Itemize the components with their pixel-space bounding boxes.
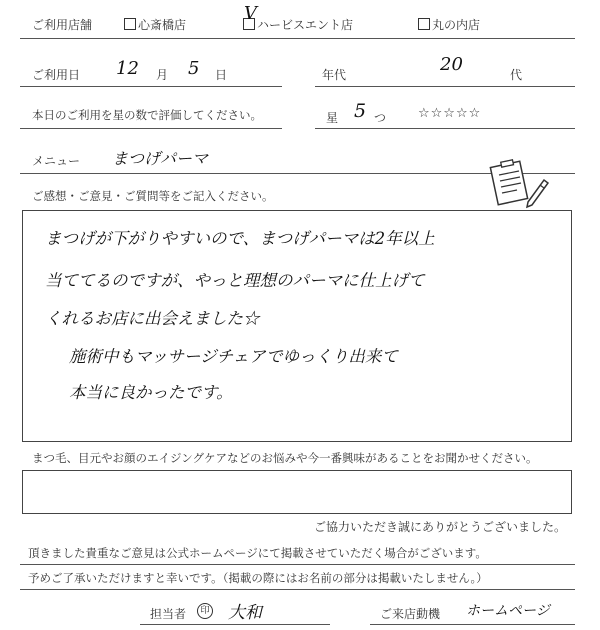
motive-label: ご来店動機 bbox=[380, 607, 441, 621]
notice-line-2: 予めご了承いただけますと幸いです。（掲載の際にはお名前の部分は掲載いたしません。） bbox=[28, 571, 488, 585]
age-label: 年代 bbox=[322, 68, 347, 82]
store-option-shinsaibashi[interactable] bbox=[124, 16, 186, 33]
divider bbox=[20, 38, 575, 39]
store-option-label: ハービスエント店 bbox=[257, 18, 354, 32]
feedback-prompt: ご感想・ご意見・ご質問等をご記入ください。 bbox=[32, 189, 274, 203]
star-label: 星 bbox=[326, 111, 339, 125]
store-option-label: 丸の内店 bbox=[432, 18, 481, 32]
seal-icon: 印 bbox=[197, 603, 213, 619]
divider bbox=[315, 128, 575, 129]
rating-prompt: 本日のご利用を星の数で評価してください。 bbox=[32, 108, 262, 122]
day-value: 5 bbox=[188, 58, 200, 79]
store-option-label: 心斎橋店 bbox=[138, 18, 187, 32]
clipboard-pencil-icon bbox=[488, 158, 550, 210]
star-rating-icons[interactable]: ☆☆☆☆☆ bbox=[418, 106, 482, 121]
menu-label: メニュー bbox=[32, 154, 81, 168]
staff-label: 担当者 bbox=[150, 607, 187, 621]
divider bbox=[20, 128, 282, 129]
age-unit: 代 bbox=[510, 68, 523, 82]
divider bbox=[315, 86, 575, 87]
feedback-box[interactable] bbox=[22, 210, 572, 442]
feedback-line: まつげが下がりやすいので、まつげパーマは2年以上 bbox=[45, 229, 435, 248]
store-option-marunouchi[interactable] bbox=[418, 16, 480, 33]
menu-value: まつげパーマ bbox=[112, 149, 209, 168]
feedback-line: くれるお店に出会えました☆ bbox=[45, 309, 260, 328]
star-count-value: 5 bbox=[354, 100, 367, 122]
feedback-line: 当ててるのですが、やっと理想のパーマに仕上げて bbox=[45, 271, 425, 290]
divider bbox=[370, 624, 575, 625]
store-option-herbis-ent[interactable] bbox=[243, 16, 353, 33]
date-label: ご利用日 bbox=[32, 68, 81, 82]
feedback-line: 本当に良かったです。 bbox=[69, 383, 233, 402]
check-mark: V bbox=[244, 3, 257, 24]
month-value: 12 bbox=[116, 58, 139, 79]
notice-line-1: 頂きました貴重なご意見は公式ホームページにて掲載させていただく場合がございます。 bbox=[28, 546, 487, 560]
star-count-unit: つ bbox=[374, 111, 387, 125]
staff-value: 大和 bbox=[228, 603, 262, 623]
divider bbox=[20, 589, 575, 590]
checkbox-shinsaibashi[interactable] bbox=[124, 18, 136, 30]
divider bbox=[20, 86, 282, 87]
concern-box[interactable] bbox=[22, 470, 572, 514]
store-label: ご利用店舗 bbox=[32, 18, 93, 32]
divider bbox=[140, 624, 330, 625]
thanks-text: ご協力いただき誠にありがとうございました。 bbox=[313, 520, 566, 534]
day-unit: 日 bbox=[215, 68, 228, 82]
concern-prompt: まつ毛、目元やお顔のエイジングケアなどのお悩みや今一番興味があることをお聞かせください。 bbox=[32, 451, 538, 465]
checkbox-marunouchi[interactable] bbox=[418, 18, 430, 30]
divider bbox=[20, 564, 575, 565]
month-unit: 月 bbox=[156, 68, 169, 82]
feedback-line: 施術中もマッサージチェアでゆっくり出来て bbox=[69, 347, 398, 366]
motive-value: ホームページ bbox=[466, 603, 550, 619]
age-value: 20 bbox=[440, 54, 463, 75]
